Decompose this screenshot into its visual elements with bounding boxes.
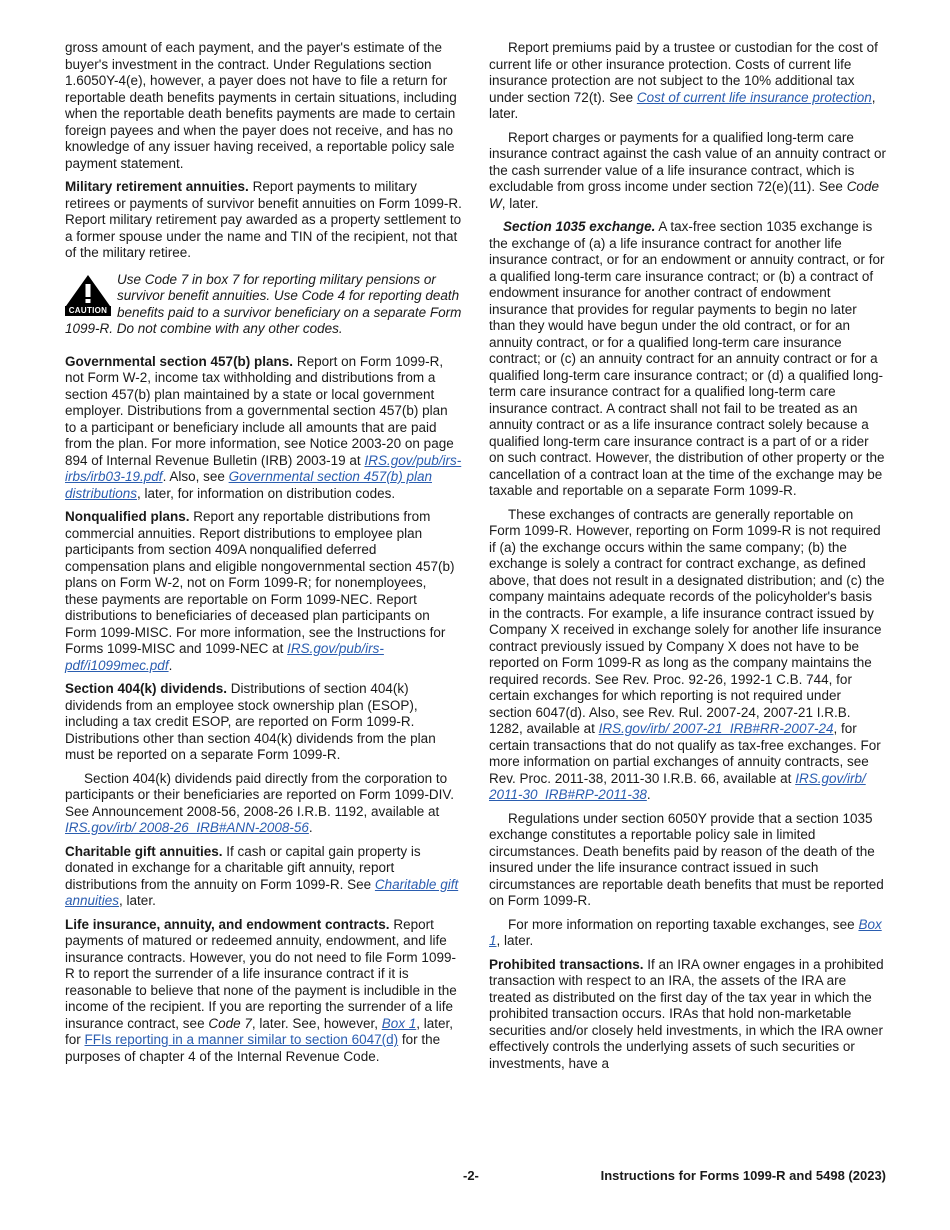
heading-military: Military retirement annuities. xyxy=(65,179,249,194)
paragraph-prohibited xyxy=(489,957,886,1073)
heading-charitable: Charitable gift annuities. xyxy=(65,843,223,859)
text-charitable-2: , later. xyxy=(119,893,156,908)
text-military: Report payments to military retirees or payments of survivor benefit annuities on Form 1099-R. Report military retirement pay awarded as a property settlement to a former spouse under the name and TIN of the recipient, not that of the military retiree. xyxy=(65,179,462,260)
link-rp-2011-38[interactable]: IRS.gov/irb/ 2011-30_IRB#RP-2011-38 xyxy=(489,770,866,802)
link-gov457-distributions[interactable]: Governmental section 457(b) plan distributions xyxy=(65,469,432,501)
paragraph-gov457 xyxy=(65,354,462,503)
text-gov457-2: . Also, see xyxy=(162,469,229,484)
text-life-1: Report payments of matured or redeemed annuity, endowment, and life insurance contracts. However, you do not need to file Form 1099-R to report the surrender of a life insurance contract if it is reasonable to believe that none of the payment is includible in the income of the recipient. If you are reporting the surrender of a life insurance contract, see xyxy=(65,916,457,1031)
link-ffis-reporting[interactable]: FFIs reporting in a manner similar to section 6047(d) xyxy=(84,1032,399,1047)
text-nonqualified-1: Report any reportable distributions from commercial annuities. Report distributions to employee plan participants from section 409A nonqualified deferred compensation plans and eligible nongovernmental section 457(b) plans on Form W-2, not on Form 1099-R; for nonemployees, these payments are reportable on Form 1099-NEC. Report distributions to beneficiaries of deceased plan participants on Form 1099-MISC. For more information, see the Instructions for Forms 1099-MISC and 1099-NEC at xyxy=(65,509,455,656)
text-exchanges-3: . xyxy=(646,787,651,802)
link-i1099mec[interactable]: IRS.gov/pub/irs-pdf/i1099mec.pdf xyxy=(65,641,384,673)
text-exchanges-1: These exchanges of contracts are generally reportable on Form 1099-R. However, reporting on Form 1099-R is not required if (a) the exchange occurs within the same company; (b) the exchange is solely a contract for contract exchange, as defined above, that does not result in a designated distribution; and (c) the company maintains adequate records of the policyholder's basis in the contracts. For example, a life insurance contract issued by Company X received in exchange solely for another life insurance contract previously issued by Company X does not have to be reported on Form 1099-R as long as the company maintains the required records. See Rev. Proc. 92-26, 1992-1 C.B. 744, for certain exchanges for which reporting is not required under section 6047(d). Also, see Rev. Rul. 2007-24, 2007-21 I.R.B. 1282, available at xyxy=(489,506,885,736)
text-more-info-2: , later. xyxy=(496,933,534,948)
code-7-ref: Code 7 xyxy=(208,1015,252,1031)
paragraph-charitable xyxy=(65,844,462,910)
heading-1035: Section 1035 exchange. xyxy=(503,219,656,234)
link-box-1[interactable]: Box 1 xyxy=(381,1015,417,1031)
text-life-3: , later, for xyxy=(65,1015,454,1047)
paragraph-intro: gross amount of each payment, and the payer's estimate of the buyer's investment in the contract. Under Regulations section 1.6050Y-4(e), however, a payer does not have to file a return for reportable death benefits payments in certain situations, including when the reportable death benefits payments are made to certain foreign payees and when the payer does not receive, and has no knowledge of any issuer having received, a reportable policy sale payment statement. xyxy=(65,40,457,171)
text-ltc-1: Report charges or payments for a qualified long-term care insurance contract against the cash value of an annuity contract or the cash surrender value of a life insurance contract, which is excludable from gross income under section 72(e)(11). See xyxy=(489,129,886,194)
left-column xyxy=(65,40,462,1072)
text-exchanges-2: , for certain transactions that do not qualify as tax-free exchanges. For more information on partial exchanges of annuity contracts, see Rev. Proc. 2011-38, 2011-30 I.R.B. 66, available at xyxy=(489,721,881,786)
text-life-4: for the purposes of chapter 4 of the Internal Revenue Code. xyxy=(65,1032,441,1064)
link-ann-2008-56[interactable]: IRS.gov/irb/ 2008-26_IRB#ANN-2008-56 xyxy=(65,820,309,835)
heading-404k: Section 404(k) dividends. xyxy=(65,681,228,696)
heading-life-insurance: Life insurance, annuity, and endowment contracts. xyxy=(65,916,390,932)
paragraph-regulations: Regulations under section 6050Y provide that a section 1035 exchange constitutes a reportable policy sale in limited circumstances. Death benefits paid by reason of the death of the insured under the life insurance contract issued in such circumstances are reportable death benefits that must be reported on Form 1099-R. xyxy=(489,810,884,908)
footer-title: Instructions for Forms 1099-R and 5498 (2023) xyxy=(600,1168,886,1183)
link-cost-of-life-insurance[interactable]: Cost of current life insurance protection xyxy=(636,89,872,105)
text-charitable-1: If cash or capital gain property is donated in exchange for a charitable gift annuity, report distributions from the annuity on Form 1099-R. See xyxy=(65,843,421,892)
paragraph-1035 xyxy=(489,219,886,500)
page-number: -2- xyxy=(463,1168,479,1183)
caution-icon xyxy=(65,274,111,318)
paragraph-premiums xyxy=(489,40,886,123)
text-prohibited: If an IRA owner engages in a prohibited transaction with respect to an IRA, the assets of the IRA are treated as distributed on the first day of the tax year in which the prohibited transaction occurs. IRAs that hold non-marketable securities and/or closely held investments, in which the IRA owner effectively controls the underlying assets of such securities or investments, have a xyxy=(489,956,884,1071)
paragraph-military xyxy=(65,179,462,262)
text-ltc-2: , later. xyxy=(501,195,539,211)
code-w-ref: Code W xyxy=(489,179,879,211)
caution-text: Use Code 7 in box 7 for reporting military pensions or survivor benefit annuities. Use Code 4 for reporting death benefits paid to a survivor beneficiary on a separate Form 1099-R. Do not combine with any other codes. xyxy=(65,271,462,336)
text-1035: A tax-free section 1035 exchange is the exchange of (a) a life insurance contract for another life insurance contract, or for an endowment or annuity contract, or for a qualified long-term care insurance contract; or (b) a contract of endowment insurance for another contract of endowment insurance that provides for regular payments to begin no later than they would have begun under the old contract, or for an annuity contract, or for a qualified long-term care insurance contract; or (c) an annuity contract for an annuity contract or for a qualified long-term care insurance contract; or (d) a qualified long-term care insurance contract for a qualified long-term care insurance contract. A contract shall not fail to be treated as an annuity contract or as a life insurance contract solely because a qualified long-term care insurance contract is a part of or a rider on such contract. However, the distribution of other property or the cancellation of a contract loan at the time of the exchange may be taxable and reportable on a separate Form 1099-R. xyxy=(489,219,885,498)
paragraph-exchanges xyxy=(489,507,886,804)
text-life-2: , later. See, however, xyxy=(251,1015,382,1031)
text-nonqualified-2: . xyxy=(168,657,173,673)
heading-gov457: Governmental section 457(b) plans. xyxy=(65,353,294,369)
caution-note xyxy=(65,272,462,338)
text-gov457-1: Report on Form 1099-R, not Form W-2, income tax withholding and distributions from a section 457(b) plan maintained by a state or local government employer. Distributions from a governmental section 457(b) plan to a participant or beneficiary include all amounts that are paid from the plan. For more information, see Notice 2003-20 on page 894 of Internal Revenue Bulletin (IRB) 2003-19 at xyxy=(65,353,454,468)
heading-prohibited: Prohibited transactions. xyxy=(489,956,644,972)
text-more-info-1: For more information on reporting taxable exchanges, see xyxy=(508,916,859,932)
caution-label: CAUTION xyxy=(65,306,111,316)
paragraph-more-info xyxy=(489,917,886,950)
paragraph-404k-div xyxy=(65,771,462,837)
paragraph-ltc xyxy=(489,130,886,213)
text-gov457-3: , later, for information on distribution codes. xyxy=(137,485,396,501)
text-404k-div-2: . xyxy=(308,820,313,835)
link-rr-2007-24[interactable]: IRS.gov/irb/ 2007-21_IRB#RR-2007-24 xyxy=(598,721,834,736)
link-irb03-19[interactable]: IRS.gov/pub/irs-irbs/irb03-19.pdf xyxy=(65,452,462,484)
text-premiums-1: Report premiums paid by a trustee or custodian for the cost of current life or other insurance protection. Costs of current life insurance protection are not subject to the 10% additional tax under section 72(t). See xyxy=(489,40,878,105)
right-column xyxy=(489,40,886,1079)
paragraph-404k xyxy=(65,681,462,764)
heading-nonqualified: Nonqualified plans. xyxy=(65,509,190,524)
link-box-1-right[interactable]: Box 1 xyxy=(489,916,882,948)
text-404k: Distributions of section 404(k) dividends from an employee stock ownership plan (ESOP), including a tax credit ESOP, are reported on Form 1099-R. Distributions other than section 404(k) dividends from the plan must be reported on a separate Form 1099-R. xyxy=(65,681,436,762)
paragraph-nonqualified xyxy=(65,509,462,674)
text-premiums-2: , later. xyxy=(489,89,876,121)
link-charitable-gift-annuities[interactable]: Charitable gift annuities xyxy=(65,876,459,908)
paragraph-life-insurance xyxy=(65,917,462,1066)
text-404k-div-1: Section 404(k) dividends paid directly from the corporation to participants or their beneficiaries are reported on Form 1099-DIV. See Announcement 2008-56, 2008-26 I.R.B. 1192, available at xyxy=(65,770,454,819)
